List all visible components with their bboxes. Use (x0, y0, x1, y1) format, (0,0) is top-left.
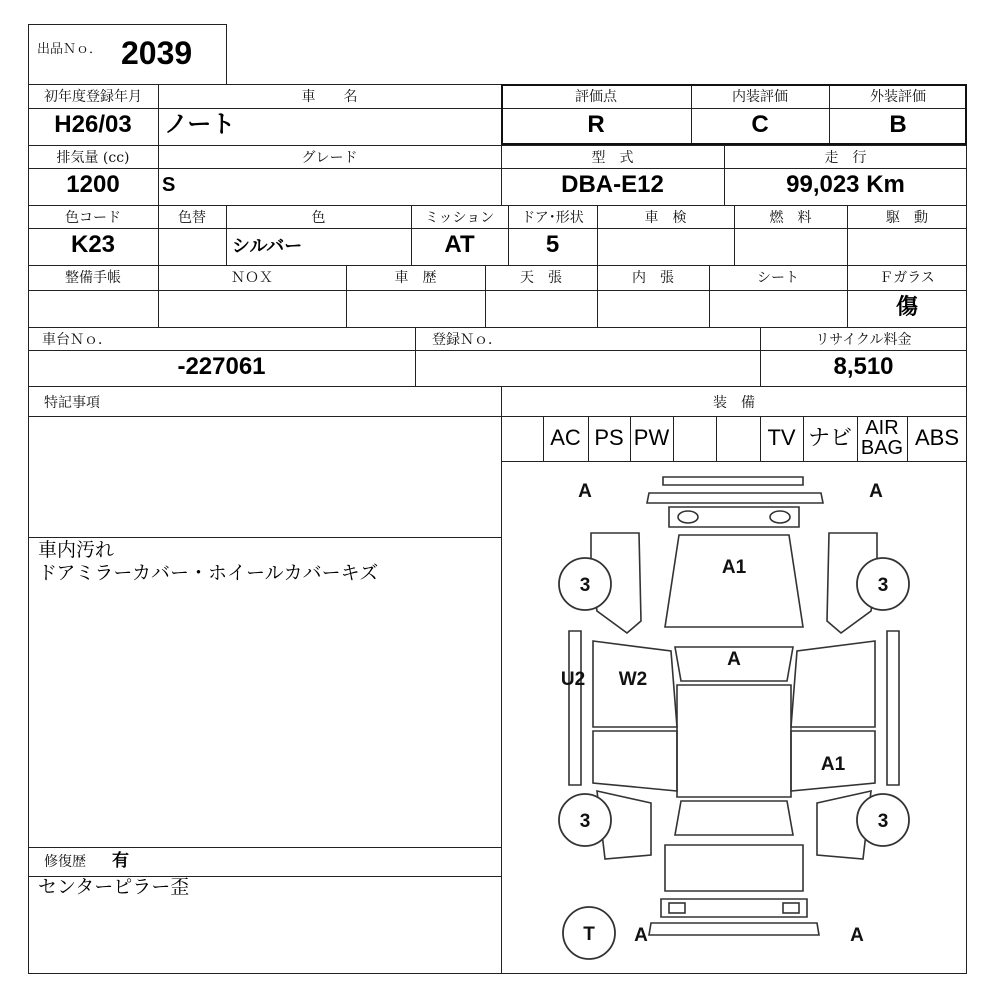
car-name-label: 車 名 (301, 89, 358, 105)
tire-value-fr: 3 (877, 575, 889, 596)
equipment-tv: TV (767, 425, 796, 450)
mark-left-front-door: W2 (618, 669, 648, 690)
notes-line-2: ドアミラーカバー・ホイールカバーキズ (38, 562, 379, 584)
score-value: R (587, 111, 605, 138)
equipment-ps: PS (594, 425, 624, 450)
mark-windshield: A (727, 649, 741, 670)
fuel-label: 燃 料 (769, 210, 812, 226)
recycle-fee-label: リサイクル料金 (815, 332, 912, 348)
drive-label: 駆 動 (886, 210, 928, 226)
registration-number-label: 登録Ｎｏ． (432, 332, 502, 348)
equipment-navi: ナビ (807, 425, 852, 450)
color-value: シルバー (232, 236, 303, 256)
color-code-label: 色コード (65, 210, 121, 226)
seat-label: シート (757, 270, 799, 286)
interior-grade-label: 内装評価 (732, 89, 788, 105)
chassis-number-label: 車台Ｎｏ． (42, 332, 112, 348)
car-outline (569, 477, 899, 935)
car-history-label: 車 歴 (394, 270, 437, 286)
repair-history-value: 有 (112, 851, 129, 870)
exterior-grade-label: 外装評価 (870, 89, 926, 105)
recycle-fee-value: 8,510 (833, 353, 894, 380)
front-glass-value: 傷 (895, 294, 918, 319)
model-value: DBA-E12 (561, 171, 664, 198)
transmission-label: ミッション (424, 210, 495, 226)
service-book-label: 整備手帳 (65, 270, 121, 286)
notes-line-1: 車内汚れ (38, 539, 115, 561)
tire-value-rl: 3 (579, 811, 591, 832)
displacement-label: 排気量 (cc) (56, 150, 130, 166)
roof-lining-label: 天 張 (520, 270, 562, 286)
exterior-grade-value: B (889, 111, 907, 138)
front-glass-label: Ｆガラス (879, 270, 935, 286)
equipment-abs: ABS (914, 425, 960, 450)
interior-grade-value: C (751, 111, 769, 138)
score-label: 評価点 (575, 89, 617, 105)
model-label: 型 式 (591, 150, 634, 166)
registration-label: 初年度登録年月 (44, 89, 142, 105)
car-name-value: ノート (164, 111, 236, 138)
mark-rear-right: A (850, 925, 864, 946)
mileage-value: 99,023 Km (786, 171, 905, 198)
inspection-label: 車 検 (644, 210, 687, 226)
lot-number-label: 出品Ｎｏ． (37, 42, 103, 57)
interior-trim-label: 内 張 (632, 270, 674, 286)
equipment-ac: AC (550, 425, 581, 450)
mark-hood: A1 (721, 557, 747, 578)
equipment-label: 装 備 (713, 395, 755, 411)
mark-front-left: A (578, 481, 592, 502)
color-label: 色 (311, 210, 326, 226)
door-label: ドア･形状 (521, 210, 584, 226)
lot-number-box (28, 24, 227, 84)
mark-right-rear-door: A1 (820, 754, 846, 775)
chassis-number-value: -227061 (177, 353, 266, 380)
mark-front-right: A (869, 481, 883, 502)
recolor-label: 色替 (178, 210, 206, 226)
mileage-label: 走 行 (824, 150, 867, 166)
nox-label: ＮＯＸ (231, 270, 273, 286)
tire-value-rr: 3 (877, 811, 889, 832)
grade-label: グレード (301, 150, 358, 166)
mark-left-rocker: U2 (560, 669, 586, 690)
displacement-value: 1200 (66, 171, 120, 198)
repair-note: センターピラー歪 (38, 876, 190, 898)
grade-value: S (162, 174, 176, 196)
registration-value: H26/03 (54, 111, 132, 138)
tire-value-spare: T (583, 924, 595, 945)
notes-label: 特記事項 (44, 395, 100, 411)
tire-value-fl: 3 (579, 575, 591, 596)
lot-number-value: 2039 (121, 35, 193, 71)
color-code-value: K23 (70, 231, 116, 258)
equipment-pw: PW (633, 425, 670, 450)
transmission-value: AT (444, 231, 475, 258)
car-condition-diagram (501, 461, 967, 974)
door-value: 5 (545, 231, 560, 258)
equipment-airbag: AIR BAG (860, 417, 904, 459)
repair-history-label: 修復歴 (44, 854, 86, 870)
mark-rear-left: A (634, 925, 648, 946)
